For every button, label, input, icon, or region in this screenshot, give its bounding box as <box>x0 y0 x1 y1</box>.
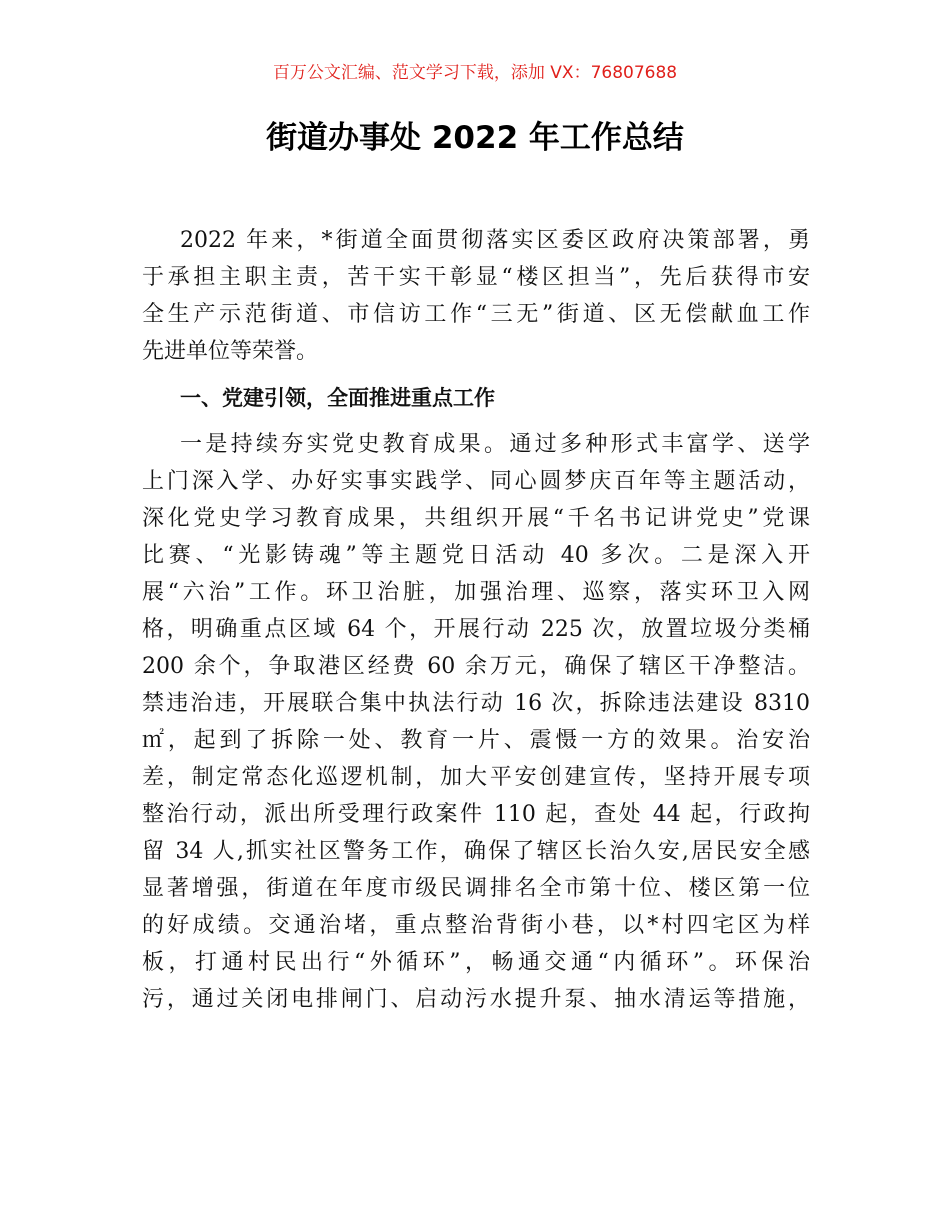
text-line: 一是持续夯实党史教育成果。通过多种形式丰富学、送学 <box>180 432 810 457</box>
text-line: 板，打通村民出行“外循环”，畅通交通“内循环”。环保治 <box>142 950 810 975</box>
text-line: 显著增强，街道在年度市级民调排名全市第十位、楼区第一位 <box>142 876 810 901</box>
intro-paragraph <box>142 222 810 370</box>
section-heading: 一、党建引领，全面推进重点工作 <box>180 386 495 410</box>
text-line: 比赛、“光影铸魂”等主题党日活动 40 多次。二是深入开 <box>142 543 810 568</box>
text-line: 上门深入学、办好实事实践学、同心圆梦庆百年等主题活动， <box>142 469 810 494</box>
text-line: 留 34 人,抓实社区警务工作，确保了辖区长治久安,居民安全感 <box>142 839 810 864</box>
text-line: 展“六治”工作。环卫治脏，加强治理、巡察，落实环卫入网 <box>142 580 810 605</box>
text-line: 禁违治违，开展联合集中执法行动 16 次，拆除违法建设 8310 <box>142 691 810 716</box>
text-line: 的好成绩。交通治堵，重点整治背街小巷，以*村四宅区为样 <box>142 913 810 938</box>
text-line: 全生产示范街道、市信访工作“三无”街道、区无偿献血工作 <box>142 302 810 327</box>
body-paragraph <box>142 426 810 1018</box>
text-line: 于承担主职主责，苦干实干彰显“楼区担当”，先后获得市安 <box>142 265 810 290</box>
text-line: 先进单位等荣誉。 <box>142 339 319 364</box>
text-line: 差，制定常态化巡逻机制，加大平安创建宣传，坚持开展专项 <box>142 765 810 790</box>
text-line: 整治行动，派出所受理行政案件 110 起，查处 44 起，行政拘 <box>142 802 810 827</box>
text-line: 深化党史学习教育成果，共组织开展“千名书记讲党史”党课 <box>142 506 810 531</box>
text-line: 200 余个，争取港区经费 60 余万元，确保了辖区干净整洁。 <box>142 654 810 679</box>
text-line: 污，通过关闭电排闸门、启动污水提升泵、抽水清运等措施， <box>142 987 810 1012</box>
text-line: ㎡，起到了拆除一处、教育一片、震慑一方的效果。治安治 <box>142 728 810 753</box>
text-line: 格，明确重点区域 64 个，开展行动 225 次，放置垃圾分类桶 <box>142 617 810 642</box>
document-title: 街道办事处 2022 年工作总结 <box>266 120 684 156</box>
text-line: 2022 年来，*街道全面贯彻落实区委区政府决策部署，勇 <box>180 228 810 253</box>
watermark-text: 百万公文汇编、范文学习下载，添加 VX：76807688 <box>272 63 678 83</box>
document-body <box>142 222 810 1018</box>
